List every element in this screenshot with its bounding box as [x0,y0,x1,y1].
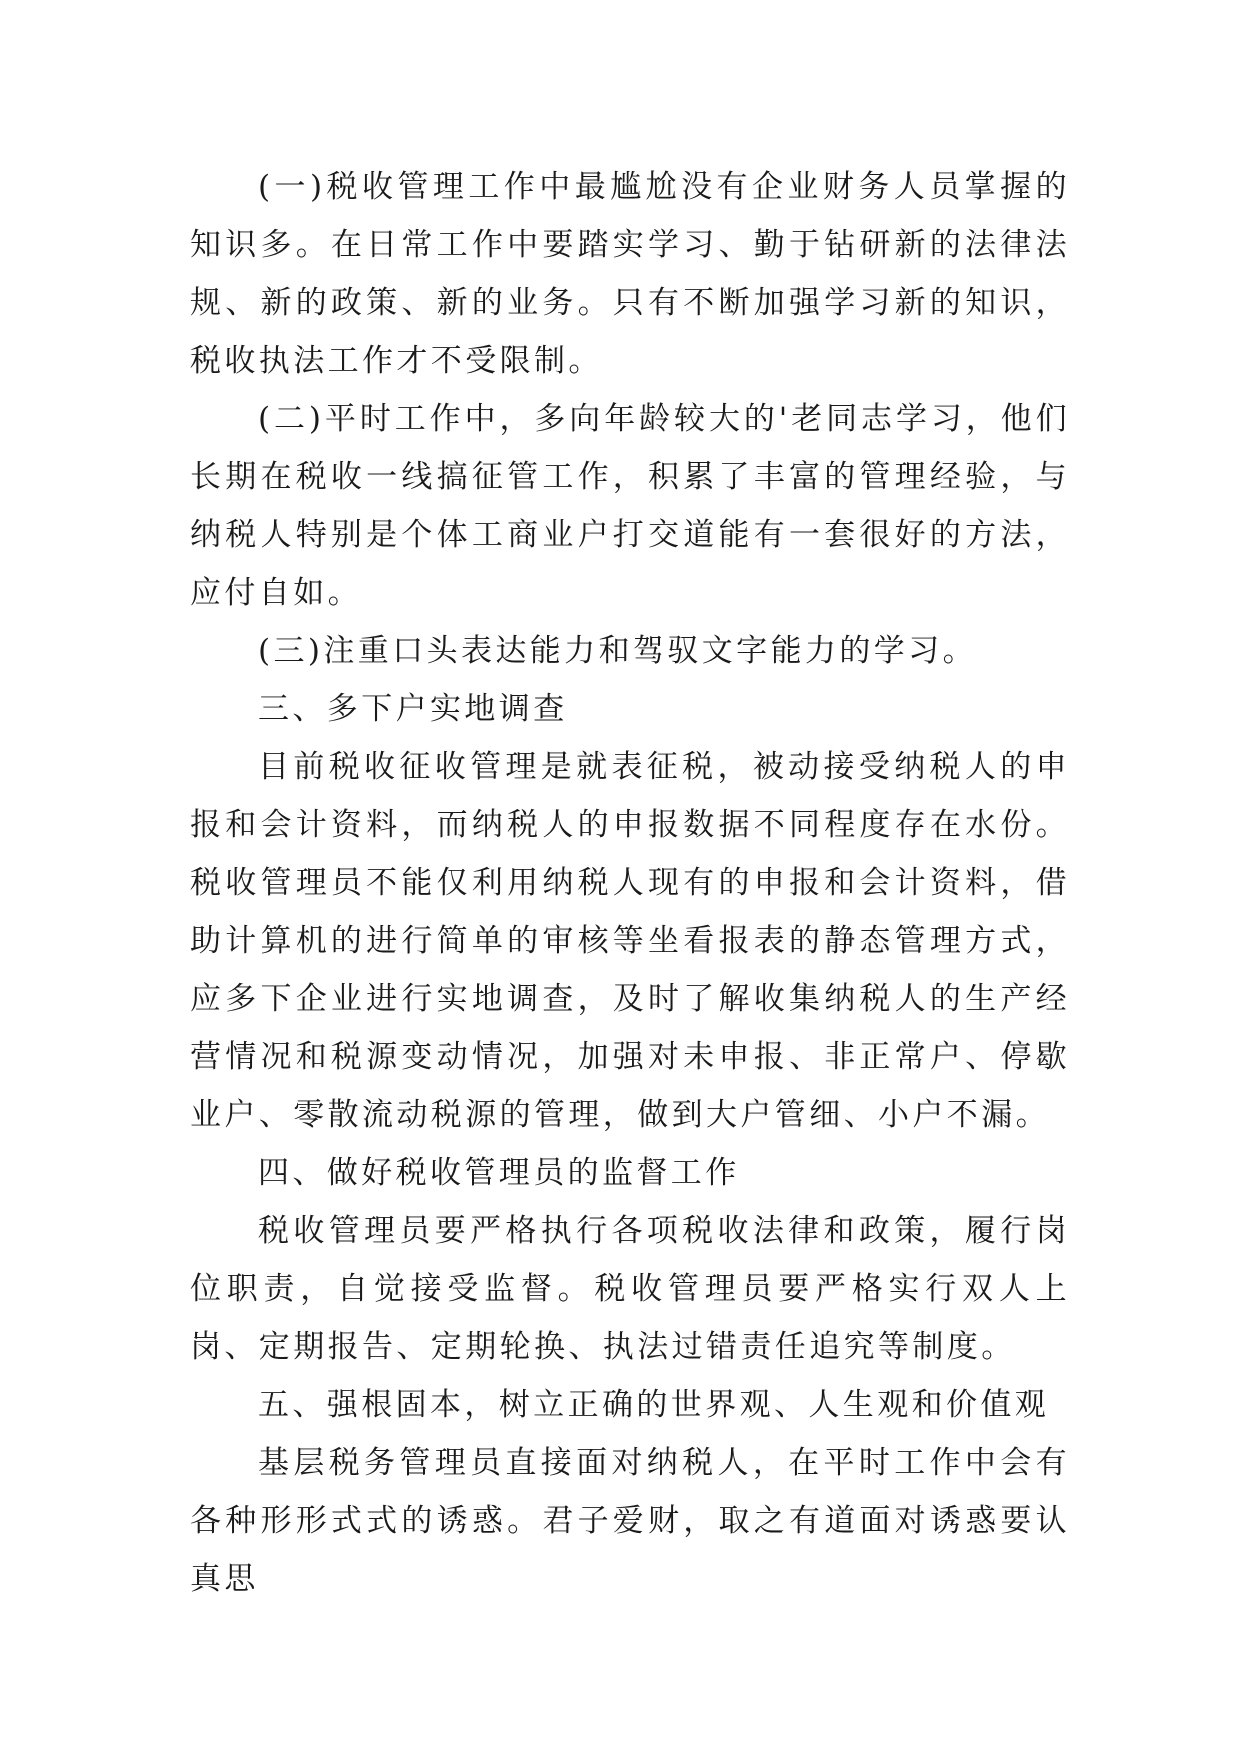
section-heading-supervision: 四、做好税收管理员的监督工作 [258,1155,740,1191]
paragraph-supervision: 税收管理员要严格执行各项税收法律和政策，履行岗位职责，自觉接受监督。税收管理员要严格实行双人上岗、定期报告、定期轮换、执法过错责任追究等制度。 [190,1213,1070,1365]
paragraph-study-knowledge: (一)税收管理工作中最尴尬没有企业财务人员掌握的知识多。在日常工作中要踏实学习、勤于钻研新的法律法规、新的政策、新的业务。只有不断加强学习新的知识，税收执法工作才不受限制。 [190,169,1070,379]
document-body [190,158,1070,1608]
section-heading-values: 五、强根固本，树立正确的世界观、人生观和价值观 [258,1387,1050,1423]
paragraph-oral-written-skills: (三)注重口头表达能力和驾驭文字能力的学习。 [258,633,977,669]
section-heading-field-investigation: 三、多下户实地调查 [258,691,568,727]
paragraph-values: 基层税务管理员直接面对纳税人，在平时工作中会有各种形形式式的诱惑。君子爱财，取之有道面对诱惑要认真思 [190,1445,1070,1597]
paragraph-field-investigation: 目前税收征收管理是就表征税，被动接受纳税人的申报和会计资料，而纳税人的申报数据不同程度存在水份。税收管理员不能仅利用纳税人现有的申报和会计资料，借助计算机的进行简单的审核等坐看报表的静态管理方式，应多下企业进行实地调查，及时了解收集纳税人的生产经营情况和税源变动情况，加强对未申报、非正常户、停歇业户、零散流动税源的管理，做到大户管细、小户不漏。 [190,749,1070,1133]
paragraph-learn-from-veterans: (二)平时工作中，多向年龄较大的'老同志学习，他们长期在税收一线搞征管工作，积累了丰富的管理经验，与纳税人特别是个体工商业户打交道能有一套很好的方法，应付自如。 [190,401,1070,611]
